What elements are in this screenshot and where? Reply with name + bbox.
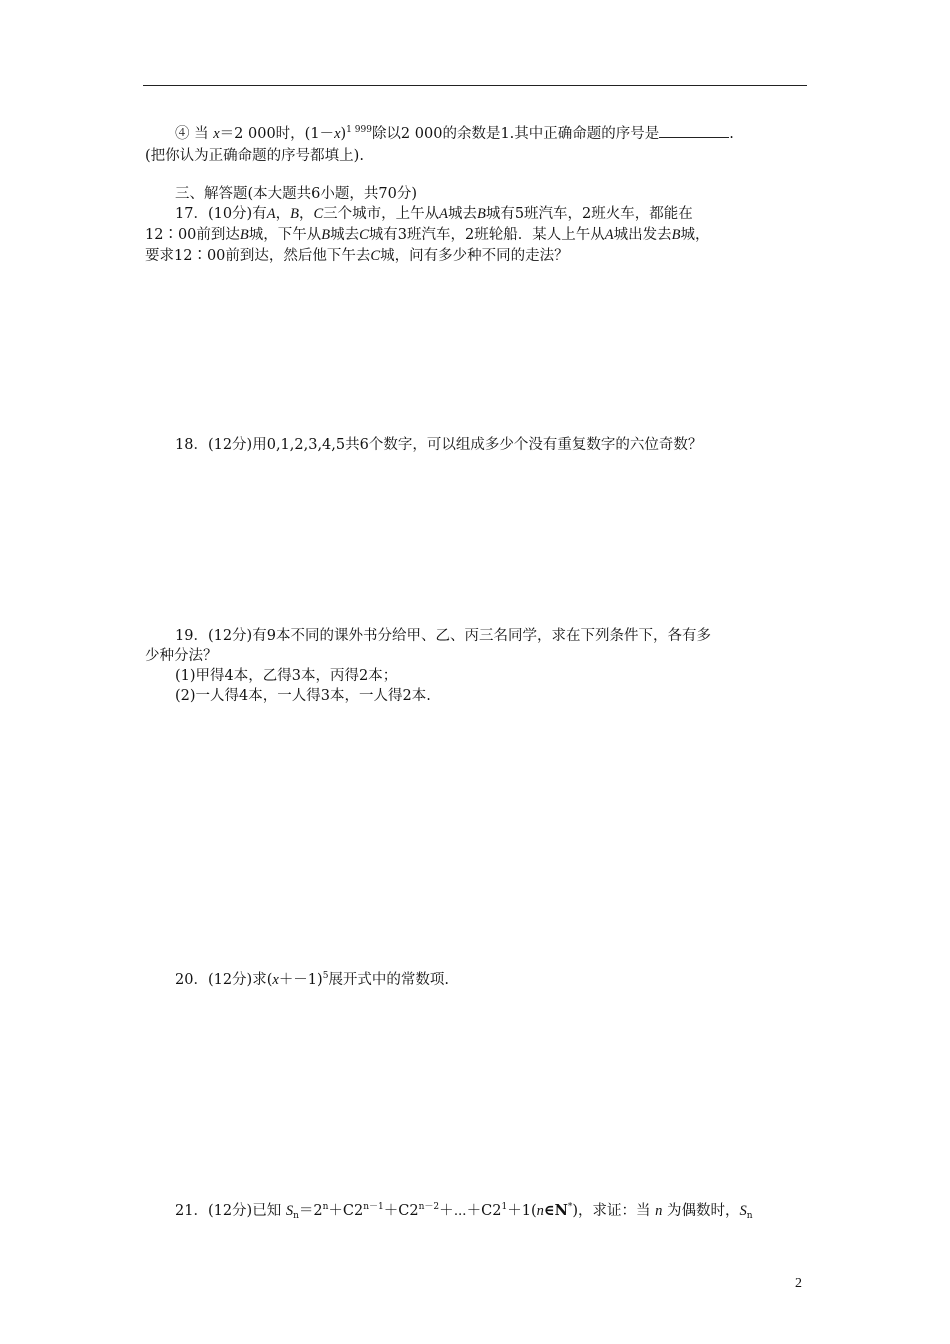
q17-line2: 12∶00前到达B城，下午从B城去C城有3班汽车，2班轮船．某人上午从A城出发去B城， (145, 227, 710, 243)
q19-part1: (1)甲得4本，乙得3本，丙得2本； (175, 668, 398, 684)
page-number: 2 (795, 1276, 802, 1291)
q17-line1: 17．(10分)有A，B，C三个城市，上午从A城去B城有5班汽车，2班火车，都能在 (175, 206, 693, 222)
section3-title: 三、解答题(本大题共6小题，共70分) (175, 186, 417, 202)
q20-text: 20．(12分)求$(x+-1)^5$展开式中的常数项. (175, 971, 450, 988)
q16-note: (把你认为正确命题的序号都填上). (145, 148, 364, 164)
q19-line2: 少种分法？ (145, 648, 218, 664)
q18-text: 18．(12分)用0,1,2,3,4,5共6个数字，可以组成多少个没有重复数字的六位奇数？ (175, 437, 703, 453)
header-rule (143, 85, 807, 86)
q17-line3: 要求12∶00前到达，然后他下午去C城，问有多少种不同的走法？ (145, 248, 569, 264)
q16-item4-line: ④ 当 x＝2 000时，$(1-x)^{1 999}$除以2 000的余数是1.其中正确命题的序号是 . (175, 125, 734, 142)
q21-text: 21．(12分)已知 $S_n=2^n+C2^{n-1}+C2^{n-2}+\cdots+C2^1+1(n\in N^*)$，求证：当 n 为偶数时，$S_n$ (175, 1202, 753, 1221)
answer-blank (659, 125, 729, 138)
q19-part2: (2)一人得4本，一人得3本，一人得2本. (175, 688, 431, 704)
q19-line1: 19．(12分)有9本不同的课外书分给甲、乙、丙三名同学，求在下列条件下，各有多 (175, 628, 711, 644)
